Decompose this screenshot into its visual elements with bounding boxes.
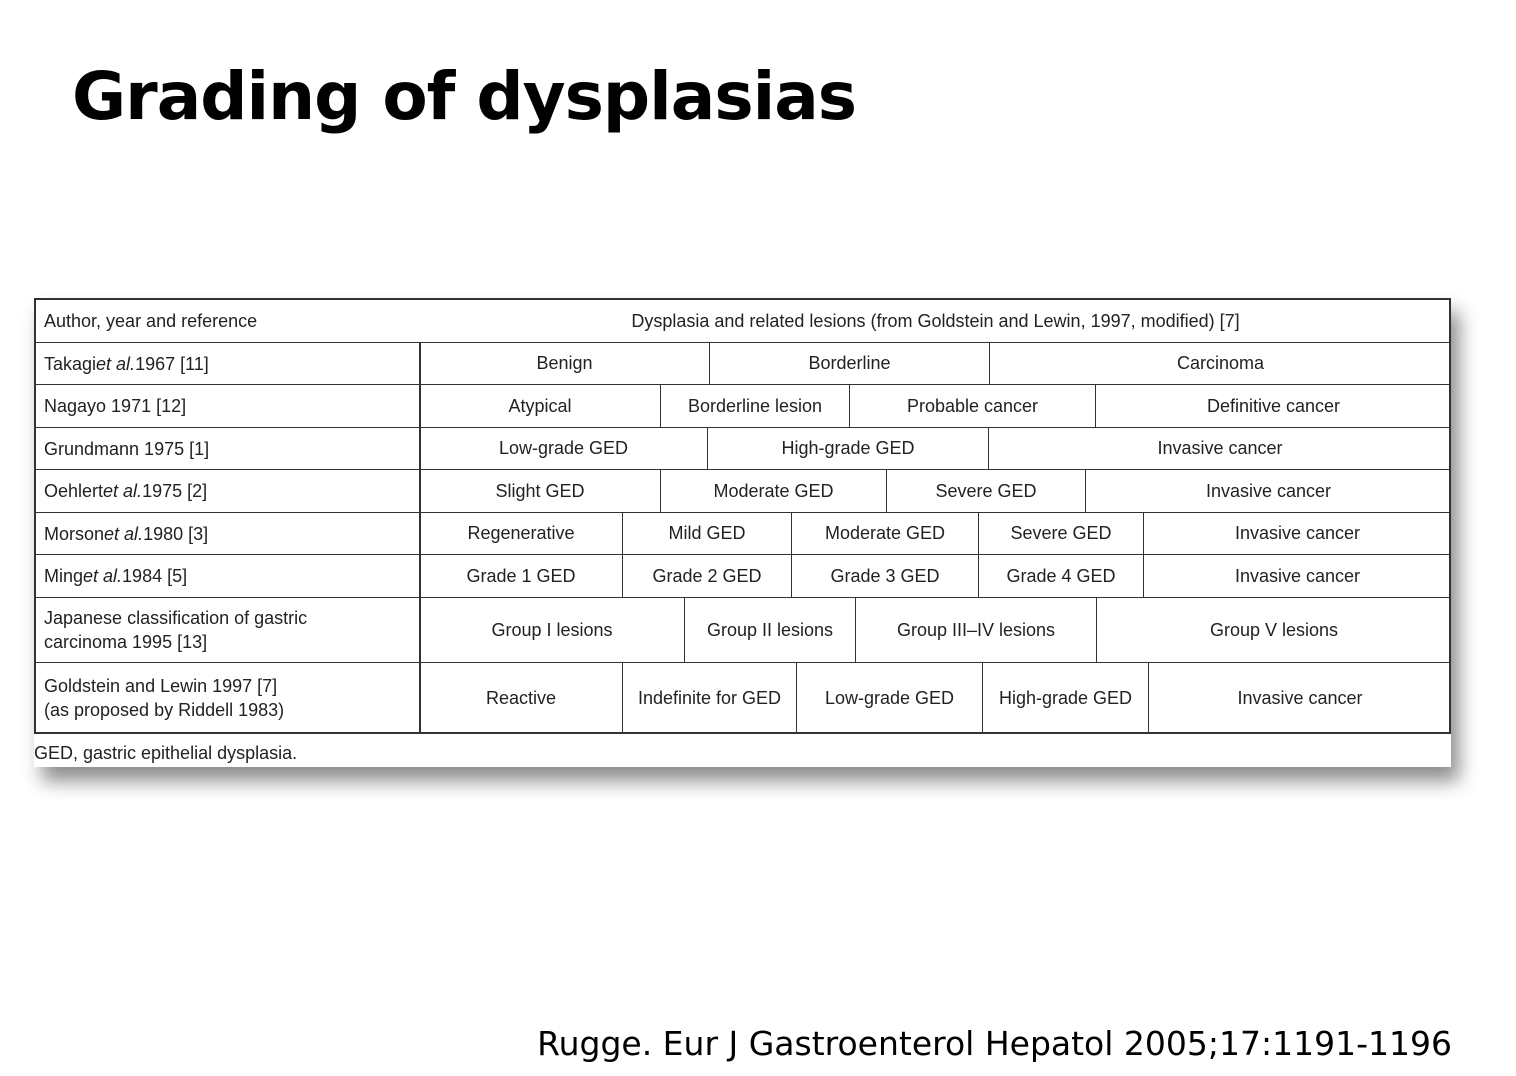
header-author: Author, year and reference	[44, 311, 258, 331]
table-cell: Low-grade GED	[796, 663, 982, 733]
table-cell: Borderline	[709, 343, 989, 384]
table-cell: Invasive cancer	[1148, 663, 1451, 733]
table-cell: Group III–IV lesions	[855, 598, 1096, 662]
table-cell: Probable cancer	[849, 385, 1095, 427]
table-cell: Invasive cancer	[1143, 555, 1451, 597]
grading-table	[34, 298, 1451, 734]
table-cell: Invasive cancer	[1143, 513, 1451, 554]
table-cell: Slight GED	[495, 480, 585, 501]
table-cell: Group II lesions	[684, 598, 855, 662]
row-author: Takagi et al. 1967 [11]	[44, 353, 209, 374]
table-cell: Invasive cancer	[988, 428, 1451, 469]
table-cell: Reactive	[485, 687, 557, 708]
table-cell: Carcinoma	[989, 343, 1451, 384]
table-header-row	[36, 300, 1449, 343]
table-cell: Moderate GED	[791, 513, 978, 554]
author-column-divider	[419, 343, 421, 734]
row-author: Goldstein and Lewin 1997 [7] (as proposed by Riddell 1983)	[44, 676, 285, 720]
table-cell: Grade 1 GED	[466, 565, 576, 586]
row-author: Grundmann 1975 [1]	[44, 438, 210, 459]
citation: Rugge. Eur J Gastroenterol Hepatol 2005;17:1191-1196	[537, 1024, 1452, 1063]
table-cell: Borderline lesion	[660, 385, 849, 427]
table-row	[36, 598, 1449, 663]
table-footnote: GED, gastric epithelial dysplasia.	[34, 743, 298, 763]
table-row	[36, 470, 1449, 513]
table-cell: Mild GED	[622, 513, 791, 554]
table-cell: Indefinite for GED	[622, 663, 796, 733]
table-row	[36, 555, 1449, 598]
table-cell: Benign	[536, 353, 593, 373]
table-cell: Definitive cancer	[1095, 385, 1451, 427]
row-author: Morson et al. 1980 [3]	[44, 523, 209, 544]
table-cell: Group I lesions	[491, 619, 613, 640]
table-cell: Moderate GED	[660, 470, 886, 512]
row-author: Oehlert et al. 1975 [2]	[44, 481, 208, 501]
table-row	[36, 428, 1449, 470]
table-row	[36, 513, 1449, 555]
table-cell: Regenerative	[467, 523, 575, 543]
table-cell: Severe GED	[978, 513, 1143, 554]
table-row	[36, 663, 1449, 734]
row-author: Ming et al. 1984 [5]	[44, 566, 188, 586]
slide-title: Grading of dysplasias	[72, 58, 857, 135]
table-cell: Grade 3 GED	[791, 555, 978, 597]
table-cell: Severe GED	[886, 470, 1085, 512]
table-cell: High-grade GED	[707, 428, 988, 469]
table-cell: Grade 2 GED	[622, 555, 791, 597]
table-row	[36, 385, 1449, 428]
table-cell: Grade 4 GED	[978, 555, 1143, 597]
table-cell: Atypical	[508, 395, 572, 416]
table-cell: High-grade GED	[982, 663, 1148, 733]
table-cell: Low-grade GED	[498, 438, 629, 458]
table-cell: Group V lesions	[1096, 598, 1451, 662]
row-author: Nagayo 1971 [12]	[44, 396, 187, 416]
header-lesions: Dysplasia and related lesions (from Goldstein and Lewin, 1997, modified) [7]	[631, 310, 1240, 331]
table-cell: Invasive cancer	[1085, 470, 1451, 512]
table-row	[36, 343, 1449, 385]
row-author: Japanese classification of gastric carcinoma 1995 [13]	[44, 608, 308, 652]
grading-table-figure	[34, 298, 1451, 767]
